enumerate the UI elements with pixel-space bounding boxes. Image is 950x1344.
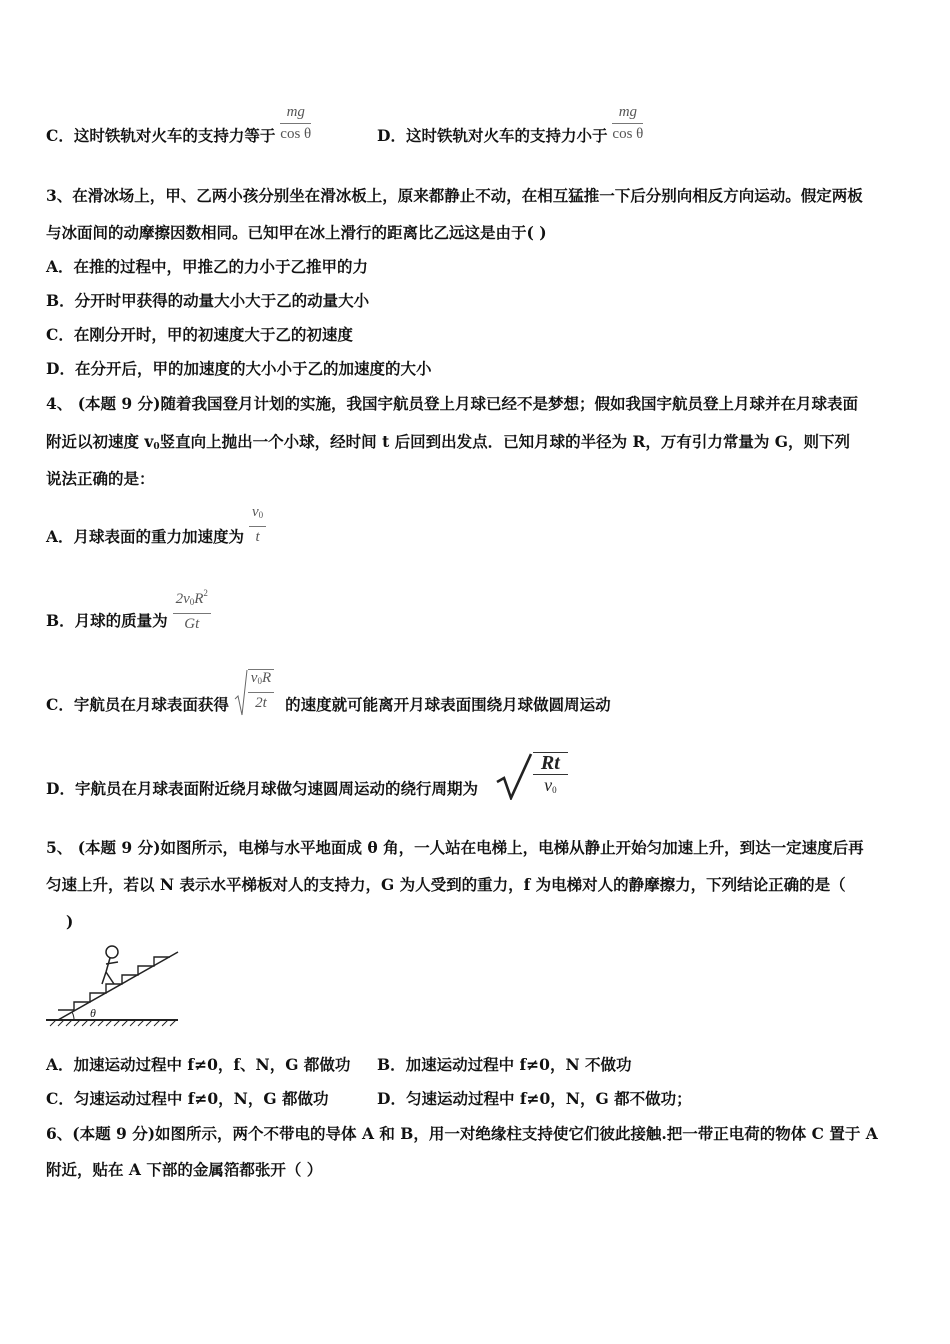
option-text: 月球表面的重力加速度为 (73, 527, 245, 546)
q4-stem-text2a: 附近以初速度 v (46, 432, 154, 451)
formula-numerator (248, 670, 274, 693)
option-label: B． (377, 1055, 406, 1074)
angle-arc (72, 1012, 74, 1020)
var-r: R (261, 670, 272, 686)
q4-option-c-formula (248, 669, 274, 717)
formula-denominator: cos θ (612, 125, 644, 142)
q3-option-a (46, 257, 368, 277)
option-text: 匀速运动过程中 f≠0，N，G 都做功 (73, 1089, 329, 1108)
question-score: (本题 9 分) (77, 394, 161, 413)
q3-option-b (46, 291, 369, 311)
q2-options-row (46, 103, 312, 146)
ground-hatching (46, 1020, 178, 1026)
formula-denominator: 2t (255, 695, 267, 711)
option-label: D． (46, 359, 75, 378)
option-label: C． (46, 325, 74, 344)
subscript: 0 (189, 597, 195, 607)
option-text: 在刚分开时，甲的初速度大于乙的初速度 (73, 325, 353, 344)
q5-option-c (46, 1089, 328, 1109)
option-text-tail: 的速度就可能离开月球表面围绕月球做圆周运动 (285, 695, 611, 714)
q2-option-c-text: 这时铁轨对火车的支持力等于 (73, 126, 276, 145)
subscript: 0 (258, 510, 264, 520)
option-text: 分开时甲获得的动量大小大于乙的动量大小 (74, 291, 370, 310)
q4-option-c (46, 670, 611, 717)
option-text: 在推的过程中，甲推乙的力小于乙推甲的力 (73, 257, 369, 276)
option-text: 加速运动过程中 f≠0，N 不做功 (405, 1055, 632, 1074)
option-label: D． (46, 779, 75, 798)
q4-stem-text2b: 竖直向上抛出一个小球，经时间 t 后回到出发点．已知月球的半径为 R，万有引力常量为 G，则下列 (159, 432, 851, 451)
q2-option-d-text: 这时铁轨对火车的支持力小于 (405, 126, 608, 145)
formula-numerator (173, 585, 211, 614)
q5-option-d (377, 1089, 692, 1109)
q6-stem-text1: 如图所示，两个不带电的导体 A 和 B，用一对绝缘柱支持使它们彼此接触.把一带正电荷的物体 C 置于 A (155, 1124, 878, 1143)
var-v: v (544, 775, 553, 795)
q5-stem-line3: ) (66, 912, 74, 931)
q6-stem-line1 (46, 1124, 878, 1144)
q2-option-d-label: D． (377, 126, 406, 145)
option-label: A． (46, 1055, 74, 1074)
q2-option-c-formula (280, 104, 311, 143)
q5-stem-line2: 匀速上升，若以 N 表示水平梯板对人的支持力，G 为人受到的重力，f 为电梯对人的静摩擦力，下列结论正确的是（ (46, 875, 846, 894)
formula-numerator: mg (612, 104, 643, 124)
option-label: B． (46, 611, 75, 630)
option-label: C． (46, 1089, 74, 1108)
q5-stem-line1 (46, 838, 864, 858)
q4-stem-text1: 随着我国登月计划的实施，我国宇航员登上月球已经不是梦想；假如我国宇航员登上月球并在月球表面 (160, 394, 858, 413)
q4-option-d (46, 752, 568, 800)
radical-sign-icon (234, 669, 248, 717)
option-label: C． (46, 695, 74, 714)
superscript: 2 (203, 588, 208, 598)
question-number: 6、 (46, 1124, 73, 1143)
q3-option-d (46, 359, 431, 379)
q4-stem-line3: 说法正确的是： (46, 469, 155, 488)
option-text: 月球的质量为 (74, 611, 168, 630)
q5-option-a (46, 1055, 350, 1075)
q5-stem-text1: 如图所示，电梯与水平地面成 θ 角，一人站在电梯上，电梯从静止开始匀加速上升，到达一定速度后再 (160, 838, 864, 857)
q3-stem-line1: 3、在滑冰场上，甲、乙两小孩分别坐在滑冰板上，原来都静止不动，在相互猛推一下后分别向相反方向运动。假定两板 (46, 186, 863, 205)
var-2v: 2v (175, 591, 190, 607)
q4-option-a-formula (249, 504, 266, 546)
q6-stem-line2: 附近，贴在 A 下部的金属箔都张开（ ） (46, 1160, 323, 1179)
formula-denominator (533, 775, 568, 799)
formula-numerator: mg (280, 104, 311, 124)
formula-numerator: Rt (533, 753, 568, 775)
q4-option-d-sqrt (495, 752, 568, 800)
q4-option-c-sqrt (234, 669, 274, 717)
subscript: 0 (552, 785, 557, 795)
var-v: v (250, 670, 258, 686)
option-text: 在分开后，甲的加速度的大小小于乙的加速度的大小 (74, 359, 432, 378)
q4-stem-line2 (46, 432, 850, 457)
q4-option-b (46, 588, 211, 633)
q4-stem-line1 (46, 394, 858, 414)
question-number: 5、 (46, 838, 73, 857)
q2-option-d (377, 103, 644, 146)
q4-option-b-formula (173, 585, 211, 633)
radical-sign-icon (495, 752, 533, 800)
option-text: 宇航员在月球表面附近绕月球做匀速圆周运动的绕行周期为 (74, 779, 478, 798)
var-r: R (194, 591, 204, 607)
subscript: 0 (257, 676, 262, 686)
option-label: B． (46, 291, 75, 310)
option-label: A． (46, 257, 74, 276)
option-label: D． (377, 1089, 406, 1108)
theta-label: θ (90, 1006, 96, 1020)
question-number: 4、 (46, 394, 73, 413)
person-icon (102, 946, 118, 984)
var-v: v (251, 504, 259, 520)
formula-denominator: t (255, 529, 260, 545)
escalator-figure (44, 940, 184, 1028)
q5-option-b (377, 1055, 632, 1075)
formula-denominator: Gt (184, 616, 200, 632)
q3-stem-line2: 与冰面间的动摩擦因数相同。已知甲在冰上滑行的距离比乙远这是由于( ) (46, 223, 547, 242)
q4-option-d-formula (533, 752, 568, 800)
q4-stem-subscript: 0 (153, 442, 160, 452)
q2-option-c-label: C． (46, 126, 74, 145)
formula-denominator: cos θ (280, 125, 312, 142)
option-label: A． (46, 527, 74, 546)
question-score: (本题 9 分) (77, 838, 161, 857)
option-text: 宇航员在月球表面获得 (73, 695, 229, 714)
q3-option-c (46, 325, 353, 345)
option-text: 加速运动过程中 f≠0，f、N，G 都做功 (73, 1055, 351, 1074)
option-text: 匀速运动过程中 f≠0，N，G 都不做功； (405, 1089, 692, 1108)
formula-numerator (249, 504, 266, 527)
q4-option-a (46, 504, 266, 547)
question-score: (本题 9 分) (72, 1124, 156, 1143)
q2-option-d-formula (612, 104, 643, 143)
